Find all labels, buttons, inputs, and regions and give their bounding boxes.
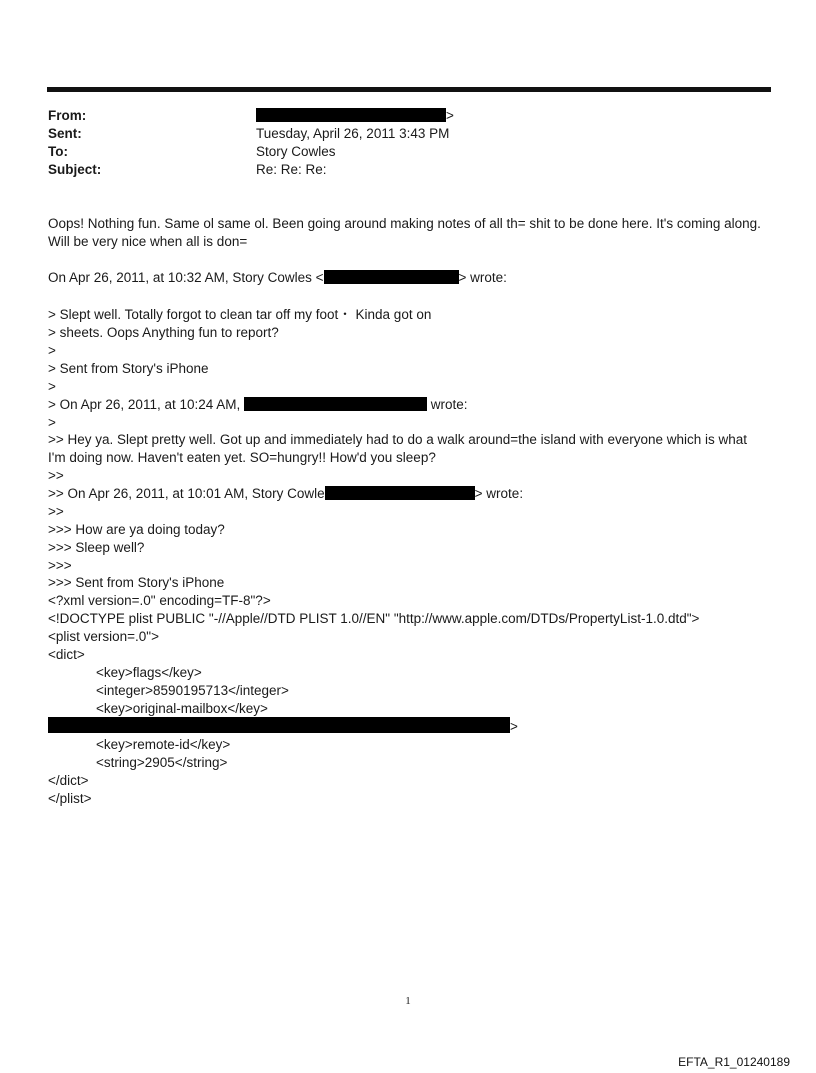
quote-line: >>> [48, 558, 72, 573]
header-rule [47, 87, 771, 92]
quote-line: > [48, 343, 56, 358]
plist-key-flags: <key>flags</key> [96, 665, 202, 680]
plist-mailbox-value: > [48, 717, 518, 736]
plist-doctype: <!DOCTYPE plist PUBLIC "-//Apple//DTD PLIST 1.0//EN" "http://www.apple.com/DTDs/PropertyList-1.0.dtd"> [48, 611, 700, 626]
quote-line: >>> How are ya doing today? [48, 522, 225, 537]
quote-line: >> [48, 468, 64, 483]
plist-key-remote: <key>remote-id</key> [96, 737, 231, 752]
quote-line: > sheets. Oops Anything fun to report? [48, 325, 279, 340]
document-id: EFTA_R1_01240189 [678, 1055, 790, 1069]
quote-line: >>> Sleep well? [48, 540, 145, 555]
quote3-header: >> On Apr 26, 2011, at 10:01 AM, Story Cowle > wrote: [48, 486, 524, 501]
plist-open: <plist version=.0"> [48, 629, 159, 644]
quote-line: > Sent from Story's iPhone [48, 361, 209, 376]
plist-xml-decl: <?xml version=.0" encoding=TF-8"?> [48, 593, 271, 608]
quote-paragraph: >> Hey ya. Slept pretty well. Got up and immediately had to do a walk around=the island with everyone which is what I'm doing now. Haven't eaten yet. SO=hungry!! How'd you sleep? [48, 432, 751, 465]
quote-line: > Slept well. Totally forgot to clean tar off my foot・ Kinda got on [48, 307, 432, 322]
redaction-bar [325, 486, 475, 500]
sent-label: Sent: [48, 126, 82, 141]
quote2-header: > On Apr 26, 2011, at 10:24 AM, wrote: [48, 397, 468, 412]
quote-line: > [48, 415, 56, 430]
plist-dict-open: <dict> [48, 647, 85, 662]
from-label: From: [48, 108, 87, 123]
redaction-bar [324, 270, 459, 284]
sent-value: Tuesday, April 26, 2011 3:43 PM [256, 126, 450, 141]
to-value: Story Cowles [256, 144, 336, 159]
page-number: 1 [405, 995, 411, 1007]
plist-dict-close: </dict> [48, 773, 89, 788]
quote-line: >> [48, 504, 64, 519]
subject-label: Subject: [48, 162, 102, 177]
plist-integer: <integer>8590195713</integer> [96, 683, 289, 698]
message-paragraph: Oops! Nothing fun. Same ol same ol. Been going around making notes of all th= shit to be done here. It's coming along. Will be very nice when all is don= [48, 216, 765, 249]
quote-line: > [48, 379, 56, 394]
subject-value: Re: Re: Re: [256, 162, 327, 177]
redaction-bar [256, 108, 446, 122]
redaction-bar [244, 397, 427, 411]
from-value: > [256, 107, 454, 125]
plist-key-mailbox: <key>original-mailbox</key> [96, 701, 268, 716]
plist-string: <string>2905</string> [96, 755, 228, 770]
quote-line: >>> Sent from Story's iPhone [48, 575, 225, 590]
redaction-bar [48, 717, 510, 733]
to-label: To: [48, 144, 68, 159]
quote1-header: On Apr 26, 2011, at 10:32 AM, Story Cowles < > wrote: [48, 270, 507, 285]
plist-close: </plist> [48, 791, 92, 806]
